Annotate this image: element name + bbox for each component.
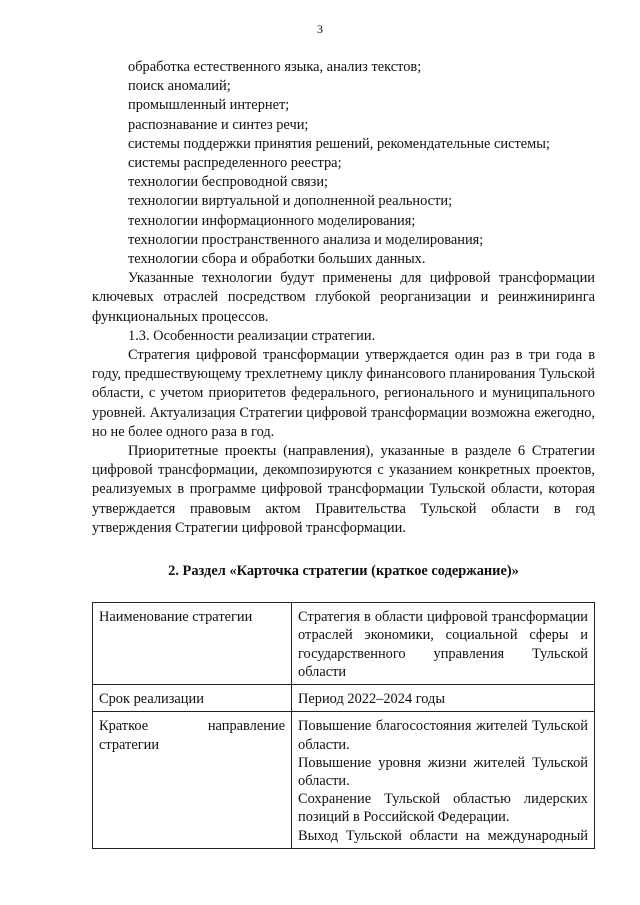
list-item: технологии информационного моделирования; bbox=[128, 212, 416, 229]
paragraph-priority-projects: Приоритетные проекты (направления), указанные в разделе 6 Стратегии цифровой трансформации, декомпозируются с указанием конкретных проектов, реализуемых в программе цифровой трансформации Тульской области, которая утверждается правовым актом Правительства Тульской области в год утверждения Стратегии цифровой трансформации. bbox=[92, 443, 595, 536]
list-item: промышленный интернет; bbox=[128, 97, 290, 114]
document-body bbox=[92, 58, 595, 849]
table-cell-value bbox=[292, 685, 595, 712]
subsection-title: 1.3. Особенности реализации стратегии. bbox=[128, 327, 376, 344]
cell-text: Сохранение Тульской областью лидерских позиций в Российской Федерации. bbox=[298, 791, 588, 826]
list-item: поиск аномалий; bbox=[128, 78, 231, 95]
list-item: технологии сбора и обработки больших данных. bbox=[128, 251, 426, 268]
table-cell-label bbox=[93, 712, 292, 848]
strategy-card-table bbox=[92, 602, 595, 848]
cell-text: Стратегия в области цифровой трансформации отраслей экономики, социальной сферы и государственного управления Тульской области bbox=[298, 609, 588, 680]
list-item: технологии беспроводной связи; bbox=[128, 174, 329, 191]
section-heading: 2. Раздел «Карточка стратегии (краткое содержание)» bbox=[168, 563, 519, 580]
list-item: системы распределенного реестра; bbox=[128, 155, 342, 172]
list-item: распознавание и синтез речи; bbox=[128, 116, 309, 133]
cell-text: Повышение уровня жизни жителей Тульской области. bbox=[298, 754, 588, 789]
page-number: 3 bbox=[317, 22, 323, 36]
cell-text: Выход Тульской области на международный bbox=[298, 827, 588, 844]
table-cell-value bbox=[292, 603, 595, 685]
technology-list bbox=[92, 58, 595, 269]
cell-text: Период 2022–2024 годы bbox=[298, 691, 446, 708]
list-item: обработка естественного языка, анализ текстов; bbox=[128, 59, 422, 75]
table-row bbox=[93, 712, 595, 848]
list-item: технологии виртуальной и дополненной реальности; bbox=[128, 193, 453, 210]
cell-text: Краткое направление стратегии bbox=[99, 718, 285, 753]
table-row bbox=[93, 685, 595, 712]
table-cell-value bbox=[292, 712, 595, 848]
cell-text: Повышение благосостояния жителей Тульской области. bbox=[298, 718, 588, 753]
list-item: технологии пространственного анализа и моделирования; bbox=[128, 231, 484, 248]
table-cell-label: Наименование стратегии bbox=[93, 603, 292, 685]
table-cell-label: Срок реализации bbox=[93, 685, 292, 712]
paragraph-technologies-usage: Указанные технологии будут применены для цифровой трансформации ключевых отраслей посредством глубокой реорганизации и реинжиниринга функциональных процессов. bbox=[92, 270, 595, 325]
paragraph-strategy-approval: Стратегия цифровой трансформации утверждается один раз в три года в году, предшествующему трехлетнему циклу финансового планирования Тульской области, с учетом приоритетов федерального, регионального и муниципального уровней. Актуализация Стратегии цифровой трансформации возможна ежегодно, но не более одного раза в год. bbox=[92, 347, 595, 440]
list-item: системы поддержки принятия решений, рекомендательные системы; bbox=[128, 135, 550, 152]
table-row bbox=[93, 603, 595, 685]
